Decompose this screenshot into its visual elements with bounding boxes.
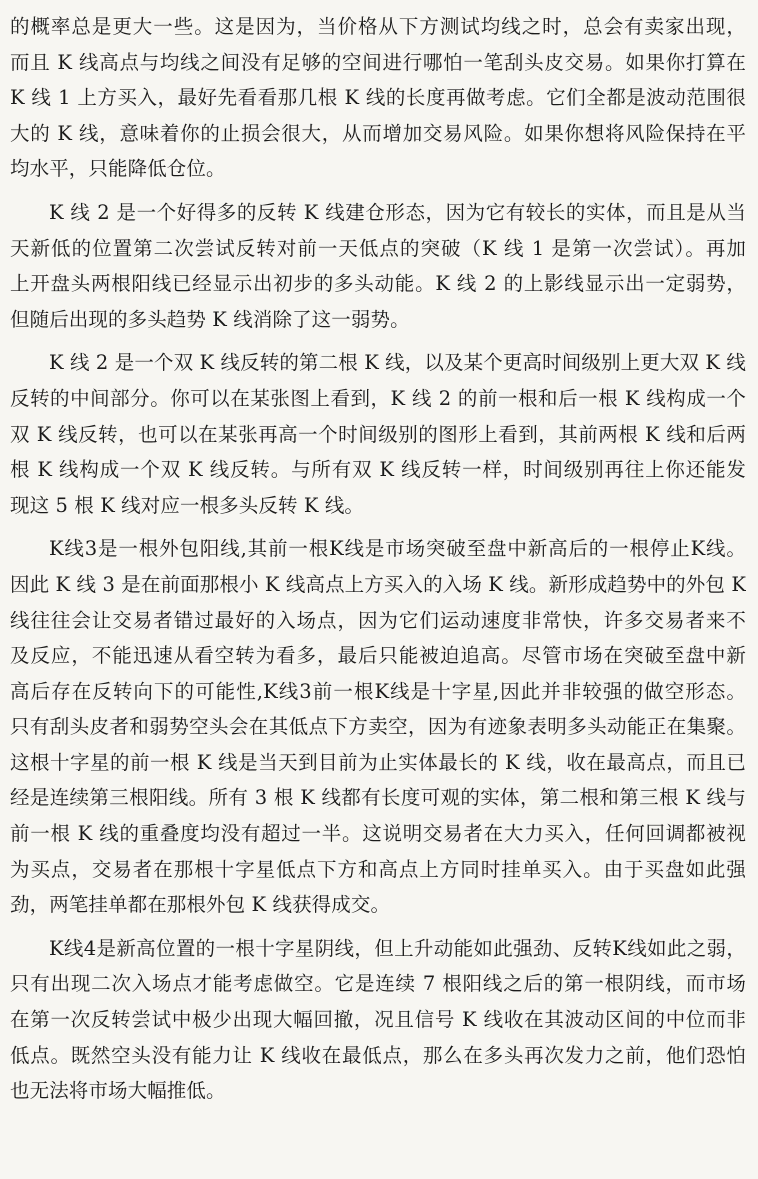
text-line: 只有出现二次入场点才能考虑做空。它是连续 7 根阳线之后的第一根阴线，而市场 <box>10 972 746 996</box>
text-line: K 线 1 上方买入，最好先看看那几根 K 线的长度再做考虑。它们全都是波动范围很 <box>10 86 746 110</box>
text-line: 线往往会让交易者错过最好的入场点，因为它们运动速度非常快，许多交易者来不 <box>10 608 746 632</box>
text-line: K线4是新高位置的一根十字星阴线，但上升动能如此强劲、反转K线如此之弱， <box>49 936 746 960</box>
paragraph-5 <box>10 931 746 1109</box>
text-line: 前一根 K 线的重叠度均没有超过一半。这说明交易者在大力买入，任何回调都被视 <box>10 822 746 846</box>
text-line: 劲，两笔挂单都在那根外包 K 线获得成交。 <box>10 893 391 917</box>
text-line: 均水平，只能降低仓位。 <box>10 157 226 181</box>
text-line: 经是连续第三根阳线。所有 3 根 K 线都有长度可观的实体，第二根和第三根 K 线与 <box>10 786 746 810</box>
paragraph-4 <box>10 531 746 923</box>
text-line: 现这 5 根 K 线对应一根多头反转 K 线。 <box>10 493 365 517</box>
text-line: 也无法将市场大幅推低。 <box>10 1079 226 1103</box>
text-line: 反转的中间部分。你可以在某张图上看到，K 线 2 的前一根和后一根 K 线构成一个 <box>10 386 746 410</box>
text-line: 但随后出现的多头趋势 K 线消除了这一弱势。 <box>10 307 410 331</box>
text-line: 根 K 线构成一个双 K 线反转。与所有双 K 线反转一样，时间级别再往上你还能发 <box>10 458 746 482</box>
paragraph-3 <box>10 345 746 523</box>
text-line: 这根十字星的前一根 K 线是当天到目前为止实体最长的 K 线，收在最高点，而且已 <box>10 750 746 774</box>
text-line: 为买点，交易者在那根十字星低点下方和高点上方同时挂单买入。由于买盘如此强 <box>10 857 746 881</box>
text-line: 及反应，不能迅速从看空转为看多，最后只能被迫追高。尽管市场在突破至盘中新 <box>10 644 746 668</box>
paragraph-2 <box>10 195 746 337</box>
text-line: 在第一次反转尝试中极少出现大幅回撤，况且信号 K 线收在其波动区间的中位而非 <box>10 1008 746 1032</box>
text-line: 高后存在反转向下的可能性,K线3前一根K线是十字星,因此并非较强的做空形态。 <box>10 679 746 703</box>
text-line: K 线 2 是一个双 K 线反转的第二根 K 线，以及某个更高时间级别上更大双 K 线 <box>49 351 746 375</box>
text-line: 而且 K 线高点与均线之间没有足够的空间进行哪怕一笔刮头皮交易。如果你打算在 <box>10 50 746 74</box>
text-line: 的概率总是更大一些。这是因为，当价格从下方测试均线之时，总会有卖家出现， <box>10 15 746 38</box>
text-line: K 线 2 是一个好得多的反转 K 线建仓形态，因为它有较长的实体，而且是从当 <box>49 200 746 224</box>
text-line: 上开盘头两根阳线已经显示出初步的多头动能。K 线 2 的上影线显示出一定弱势， <box>10 272 746 296</box>
text-line: 双 K 线反转，也可以在某张再高一个时间级别的图形上看到，其前两根 K 线和后两 <box>10 422 746 446</box>
text-line: 大的 K 线，意味着你的止损会很大，从而增加交易风险。如果你想将风险保持在平 <box>10 121 746 145</box>
text-line: 天新低的位置第二次尝试反转对前一天低点的突破（K 线 1 是第一次尝试）。再加 <box>10 236 746 260</box>
text-line: 低点。既然空头没有能力让 K 线收在最低点，那么在多头再次发力之前，他们恐怕 <box>10 1043 746 1067</box>
text-line: 只有刮头皮者和弱势空头会在其低点下方卖空，因为有迹象表明多头动能正在集聚。 <box>10 715 746 739</box>
text-line: K线3是一根外包阳线,其前一根K线是市场突破至盘中新高后的一根停止K线。 <box>49 537 746 561</box>
paragraph-1 <box>10 9 746 187</box>
text-line: 因此 K 线 3 是在前面那根小 K 线高点上方买入的入场 K 线。新形成趋势中的外包 K <box>10 572 746 596</box>
